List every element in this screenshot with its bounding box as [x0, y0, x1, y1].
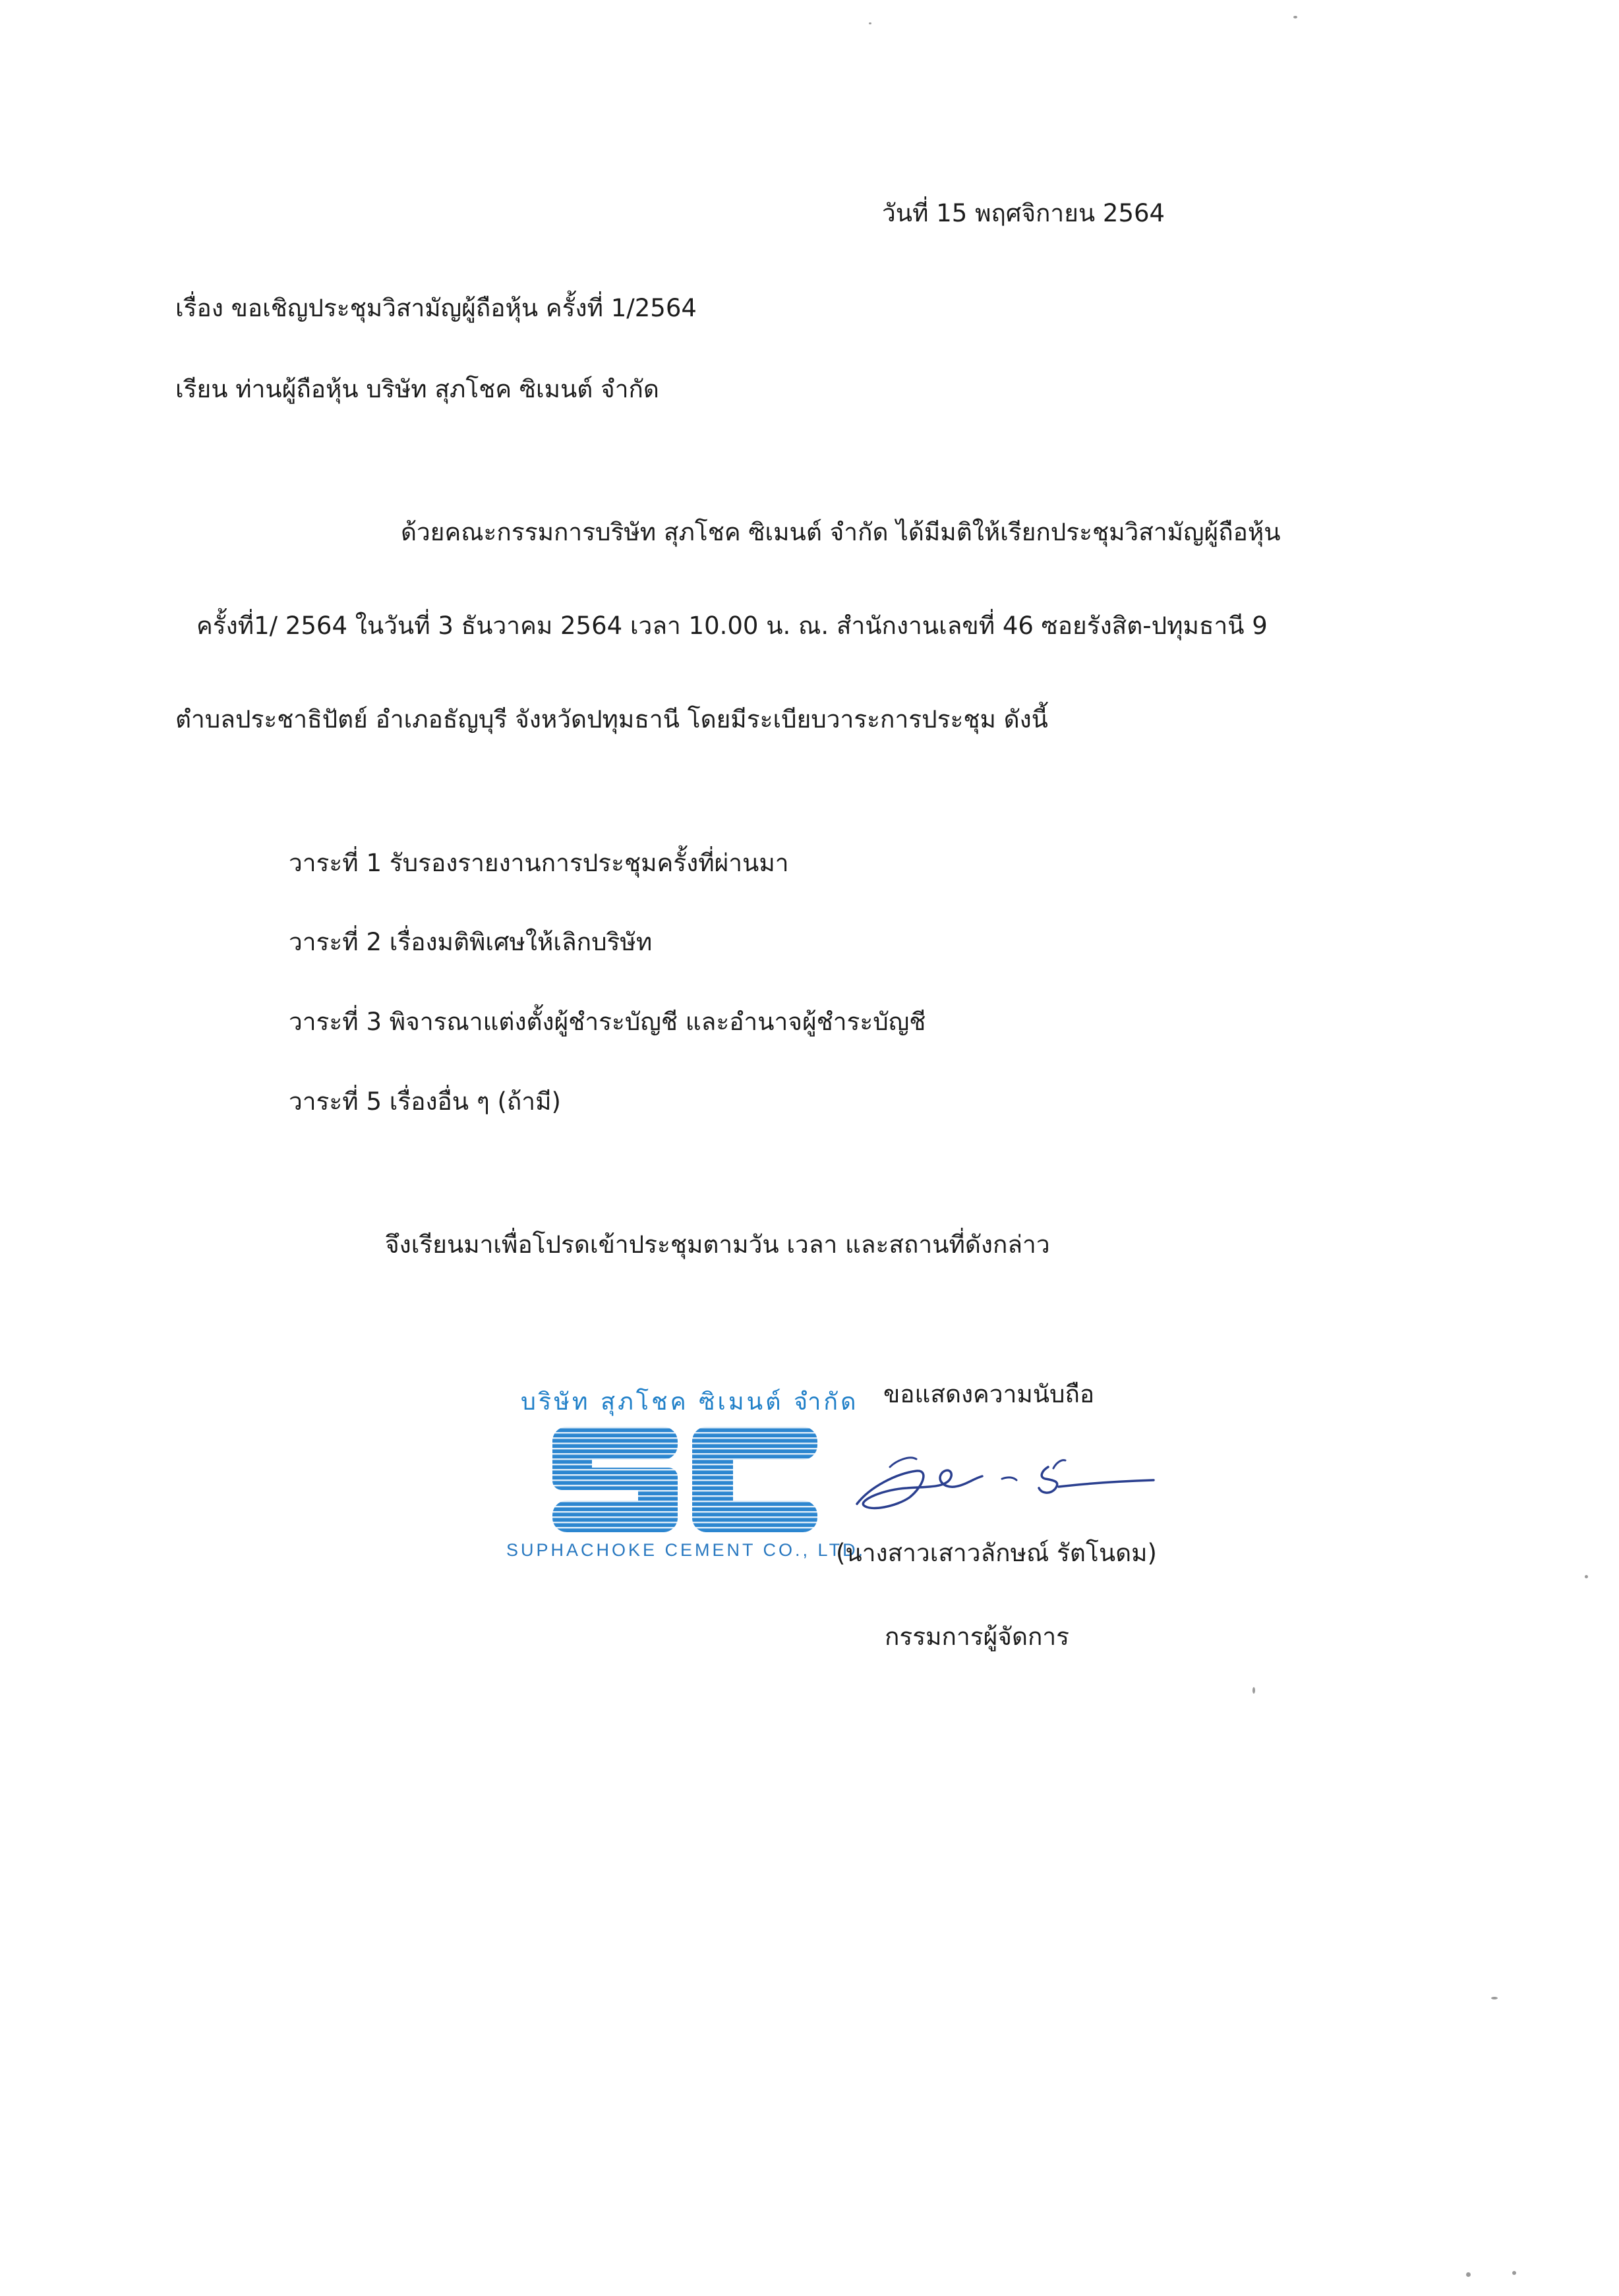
body-line: ครั้งที่1/ 2564 ในวันที่ 3 ธันวาคม 2564 เวลา 10.00 น. ณ. สำนักงานเลขที่ 46 ซอยรังสิต-ปทุมธานี 9: [196, 612, 1268, 640]
agenda-item: วาระที่ 2 เรื่องมติพิเศษให้เลิกบริษัท: [289, 928, 653, 956]
scan-speck: [1252, 1687, 1255, 1694]
agenda-item: วาระที่ 1 รับรองรายงานการประชุมครั้งที่ผ่านมา: [289, 849, 789, 877]
date-line: วันที่ 15 พฤศจิกายน 2564: [882, 199, 1165, 227]
logo-letter-s: [552, 1427, 678, 1532]
closing-line: จึงเรียนมาเพื่อโปรดเข้าประชุมตามวัน เวลา และสถานที่ดังกล่าว: [385, 1230, 1050, 1259]
salutation-line: เรียน ท่านผู้ถือหุ้น บริษัท สุภโชค ซิเมนต์ จำกัด: [175, 375, 659, 403]
signer-name: (นางสาวเสาวลักษณ์ รัตโนดม): [836, 1539, 1157, 1567]
handwritten-signature: [844, 1441, 1160, 1520]
logo-letter-c: [692, 1427, 817, 1532]
stamp-company-name: บริษัท สุภโชค ซิเมนต์ จำกัด: [521, 1389, 859, 1416]
regards-line: ขอแสดงความนับถือ: [883, 1380, 1095, 1408]
scan-speck: [1466, 2272, 1471, 2277]
agenda-item: วาระที่ 3 พิจารณาแต่งตั้งผู้ชำระบัญชี และอำนาจผู้ชำระบัญชี: [289, 1008, 926, 1036]
company-logo: [552, 1427, 817, 1532]
subject-line: เรื่อง ขอเชิญประชุมวิสามัญผู้ถือหุ้น ครั้งที่ 1/2564: [175, 294, 697, 322]
scan-speck: [1293, 16, 1297, 18]
scan-speck: [869, 22, 871, 24]
scan-speck: [1585, 1575, 1588, 1578]
signer-title: กรรมการผู้จัดการ: [885, 1622, 1070, 1651]
agenda-item: วาระที่ 5 เรื่องอื่น ๆ (ถ้ามี): [289, 1087, 561, 1116]
body-line: ตำบลประชาธิปัตย์ อำเภอธัญบุรี จังหวัดปทุมธานี โดยมีระเบียบวาระการประชุม ดังนี้: [175, 705, 1048, 733]
stamp-company-english: SUPHACHOKE CEMENT CO., LTD.: [506, 1540, 866, 1560]
body-line: ด้วยคณะกรรมการบริษัท สุภโชค ซิเมนต์ จำกัด ได้มีมติให้เรียกประชุมวิสามัญผู้ถือหุ้น: [401, 518, 1281, 546]
scan-speck: [1491, 1997, 1498, 1999]
scan-speck: [1512, 2271, 1516, 2275]
